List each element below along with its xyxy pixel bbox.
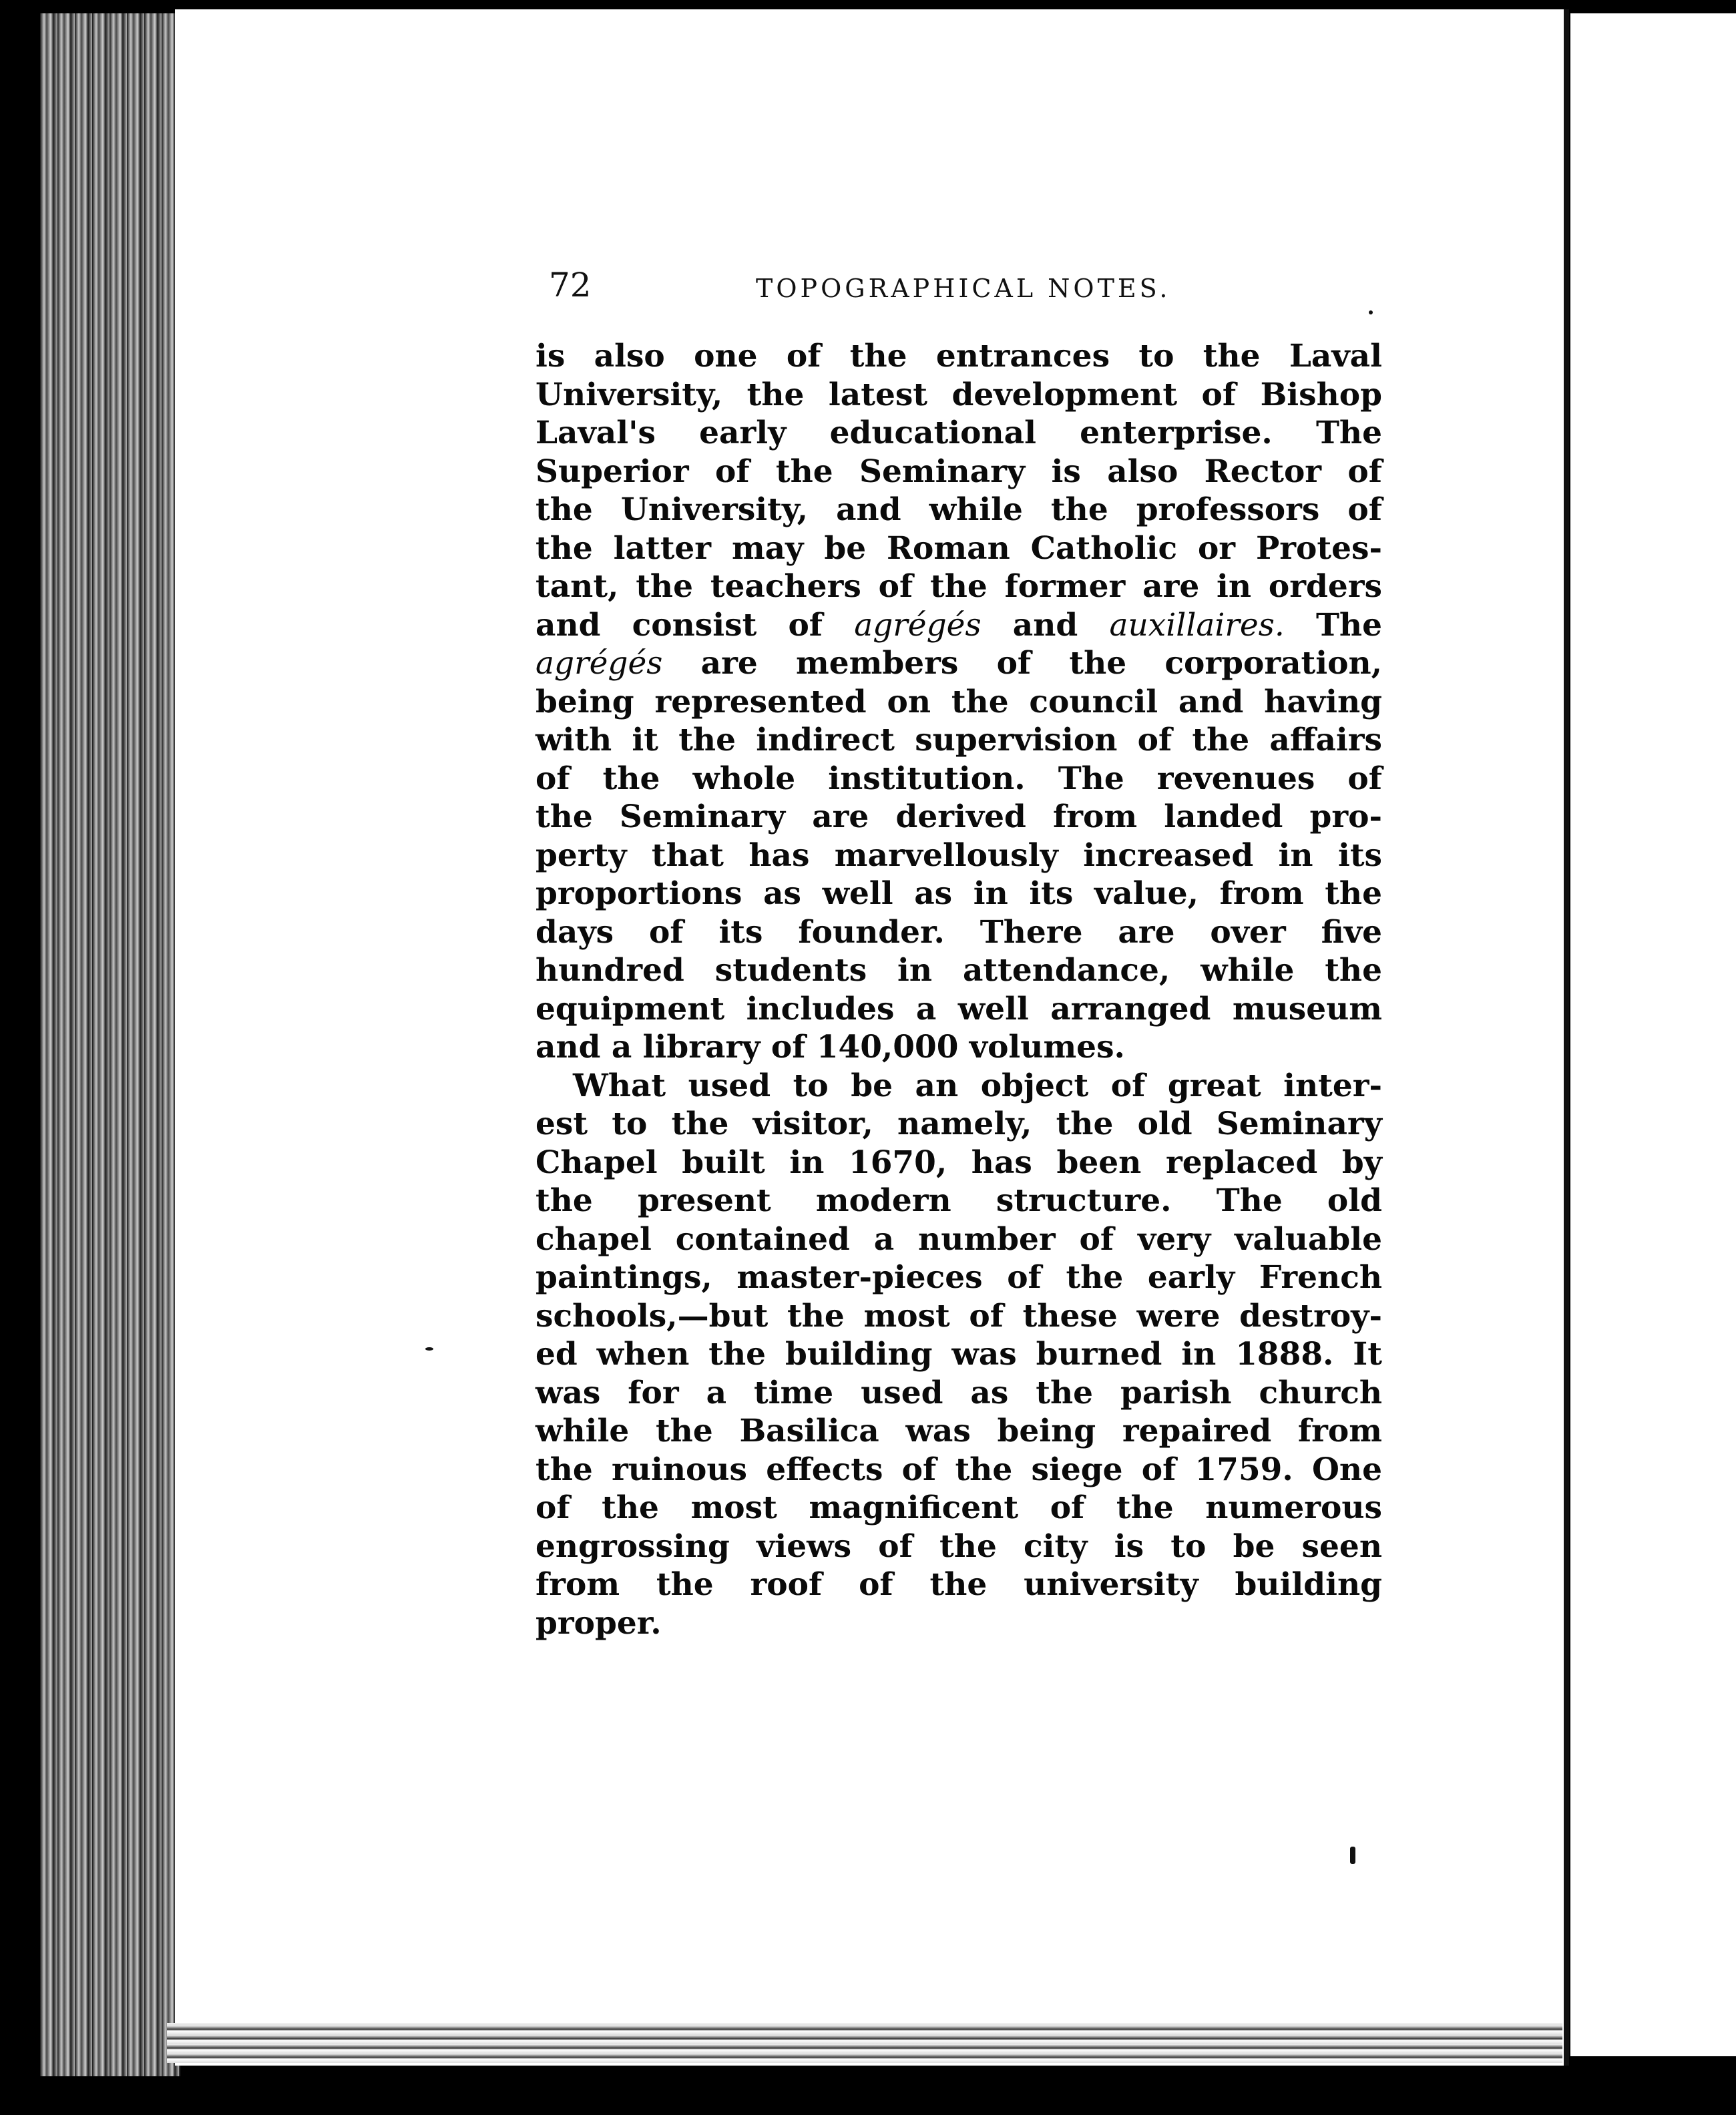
text-run: The <box>1284 606 1382 644</box>
text-line: schools,—but the most of these were destroy- <box>535 1297 1382 1335</box>
text-line: of the most magnificent of the numerous <box>535 1489 1382 1526</box>
text-line-with-italics <box>535 606 1382 645</box>
text-line: while the Basilica was being repaired from <box>535 1413 1382 1449</box>
text-line: ed when the building was burned in 1888. It <box>535 1336 1382 1373</box>
text-line: paintings, master-pieces of the early French <box>535 1259 1382 1296</box>
text-line: being represented on the council and having <box>535 683 1382 720</box>
text-line-with-italics <box>535 644 1382 683</box>
text-line: equipment includes a well arranged museum <box>535 990 1382 1027</box>
running-header <box>549 266 1390 306</box>
body-text <box>535 337 1382 1642</box>
text-line: hundred students in attendance, while the <box>535 952 1382 989</box>
text-line: chapel contained a number of very valuable <box>535 1220 1382 1258</box>
text-line: from the roof of the university building <box>535 1566 1382 1603</box>
text-line: proportions as well as in its value, from the <box>535 875 1382 912</box>
text-line: perty that has marvellously increased in its <box>535 837 1382 874</box>
text-run: are members of the corporation, <box>662 645 1382 682</box>
italic-term: agrégés <box>854 606 982 644</box>
italic-term: agrégés <box>535 645 663 682</box>
text-line: was for a time used as the parish church <box>535 1374 1382 1411</box>
text-line: tant, the teachers of the former are in orders <box>535 568 1382 605</box>
text-line: est to the visitor, namely, the old Seminary <box>535 1106 1382 1142</box>
page-bottom-edge <box>167 2023 1562 2063</box>
text-line: is also one of the entrances to the Laval <box>535 338 1382 375</box>
text-run: and <box>981 606 1110 644</box>
text-line: the Seminary are derived from landed pro- <box>535 798 1382 835</box>
text-line: with it the indirect supervision of the affairs <box>535 722 1382 758</box>
running-title: TOPOGRAPHICAL NOTES. <box>756 274 1171 303</box>
italic-term: auxillaires. <box>1109 606 1285 644</box>
text-line: of the whole institution. The revenues of <box>535 760 1382 797</box>
text-line: What used to be an object of great inter- <box>573 1067 1382 1104</box>
ink-speck <box>1369 310 1373 314</box>
ink-speck <box>1350 1847 1355 1864</box>
page-number: 72 <box>549 266 592 304</box>
text-line: and a library of 140,000 volumes. <box>535 1029 1125 1066</box>
text-line: University, the latest development of Bishop <box>535 376 1382 413</box>
facing-page <box>1570 13 1736 2056</box>
text-line: Superior of the Seminary is also Rector of <box>535 453 1382 490</box>
text-line: Laval's early educational enterprise. The <box>535 415 1382 451</box>
text-run: and consist of <box>535 606 855 644</box>
page-edges <box>40 13 180 2076</box>
text-line: engrossing views of the city is to be seen <box>535 1528 1382 1565</box>
text-line: the latter may be Roman Catholic or Protes- <box>535 529 1382 567</box>
text-line: the present modern structure. The old <box>535 1182 1382 1219</box>
text-line: days of its founder. There are over five <box>535 913 1382 951</box>
text-line: the University, and while the professors of <box>535 491 1382 528</box>
text-line: proper. <box>535 1604 662 1642</box>
text-line: the ruinous effects of the siege of 1759. One <box>535 1451 1382 1488</box>
text-line: Chapel built in 1670, has been replaced by <box>535 1144 1382 1181</box>
ink-speck <box>425 1347 433 1351</box>
